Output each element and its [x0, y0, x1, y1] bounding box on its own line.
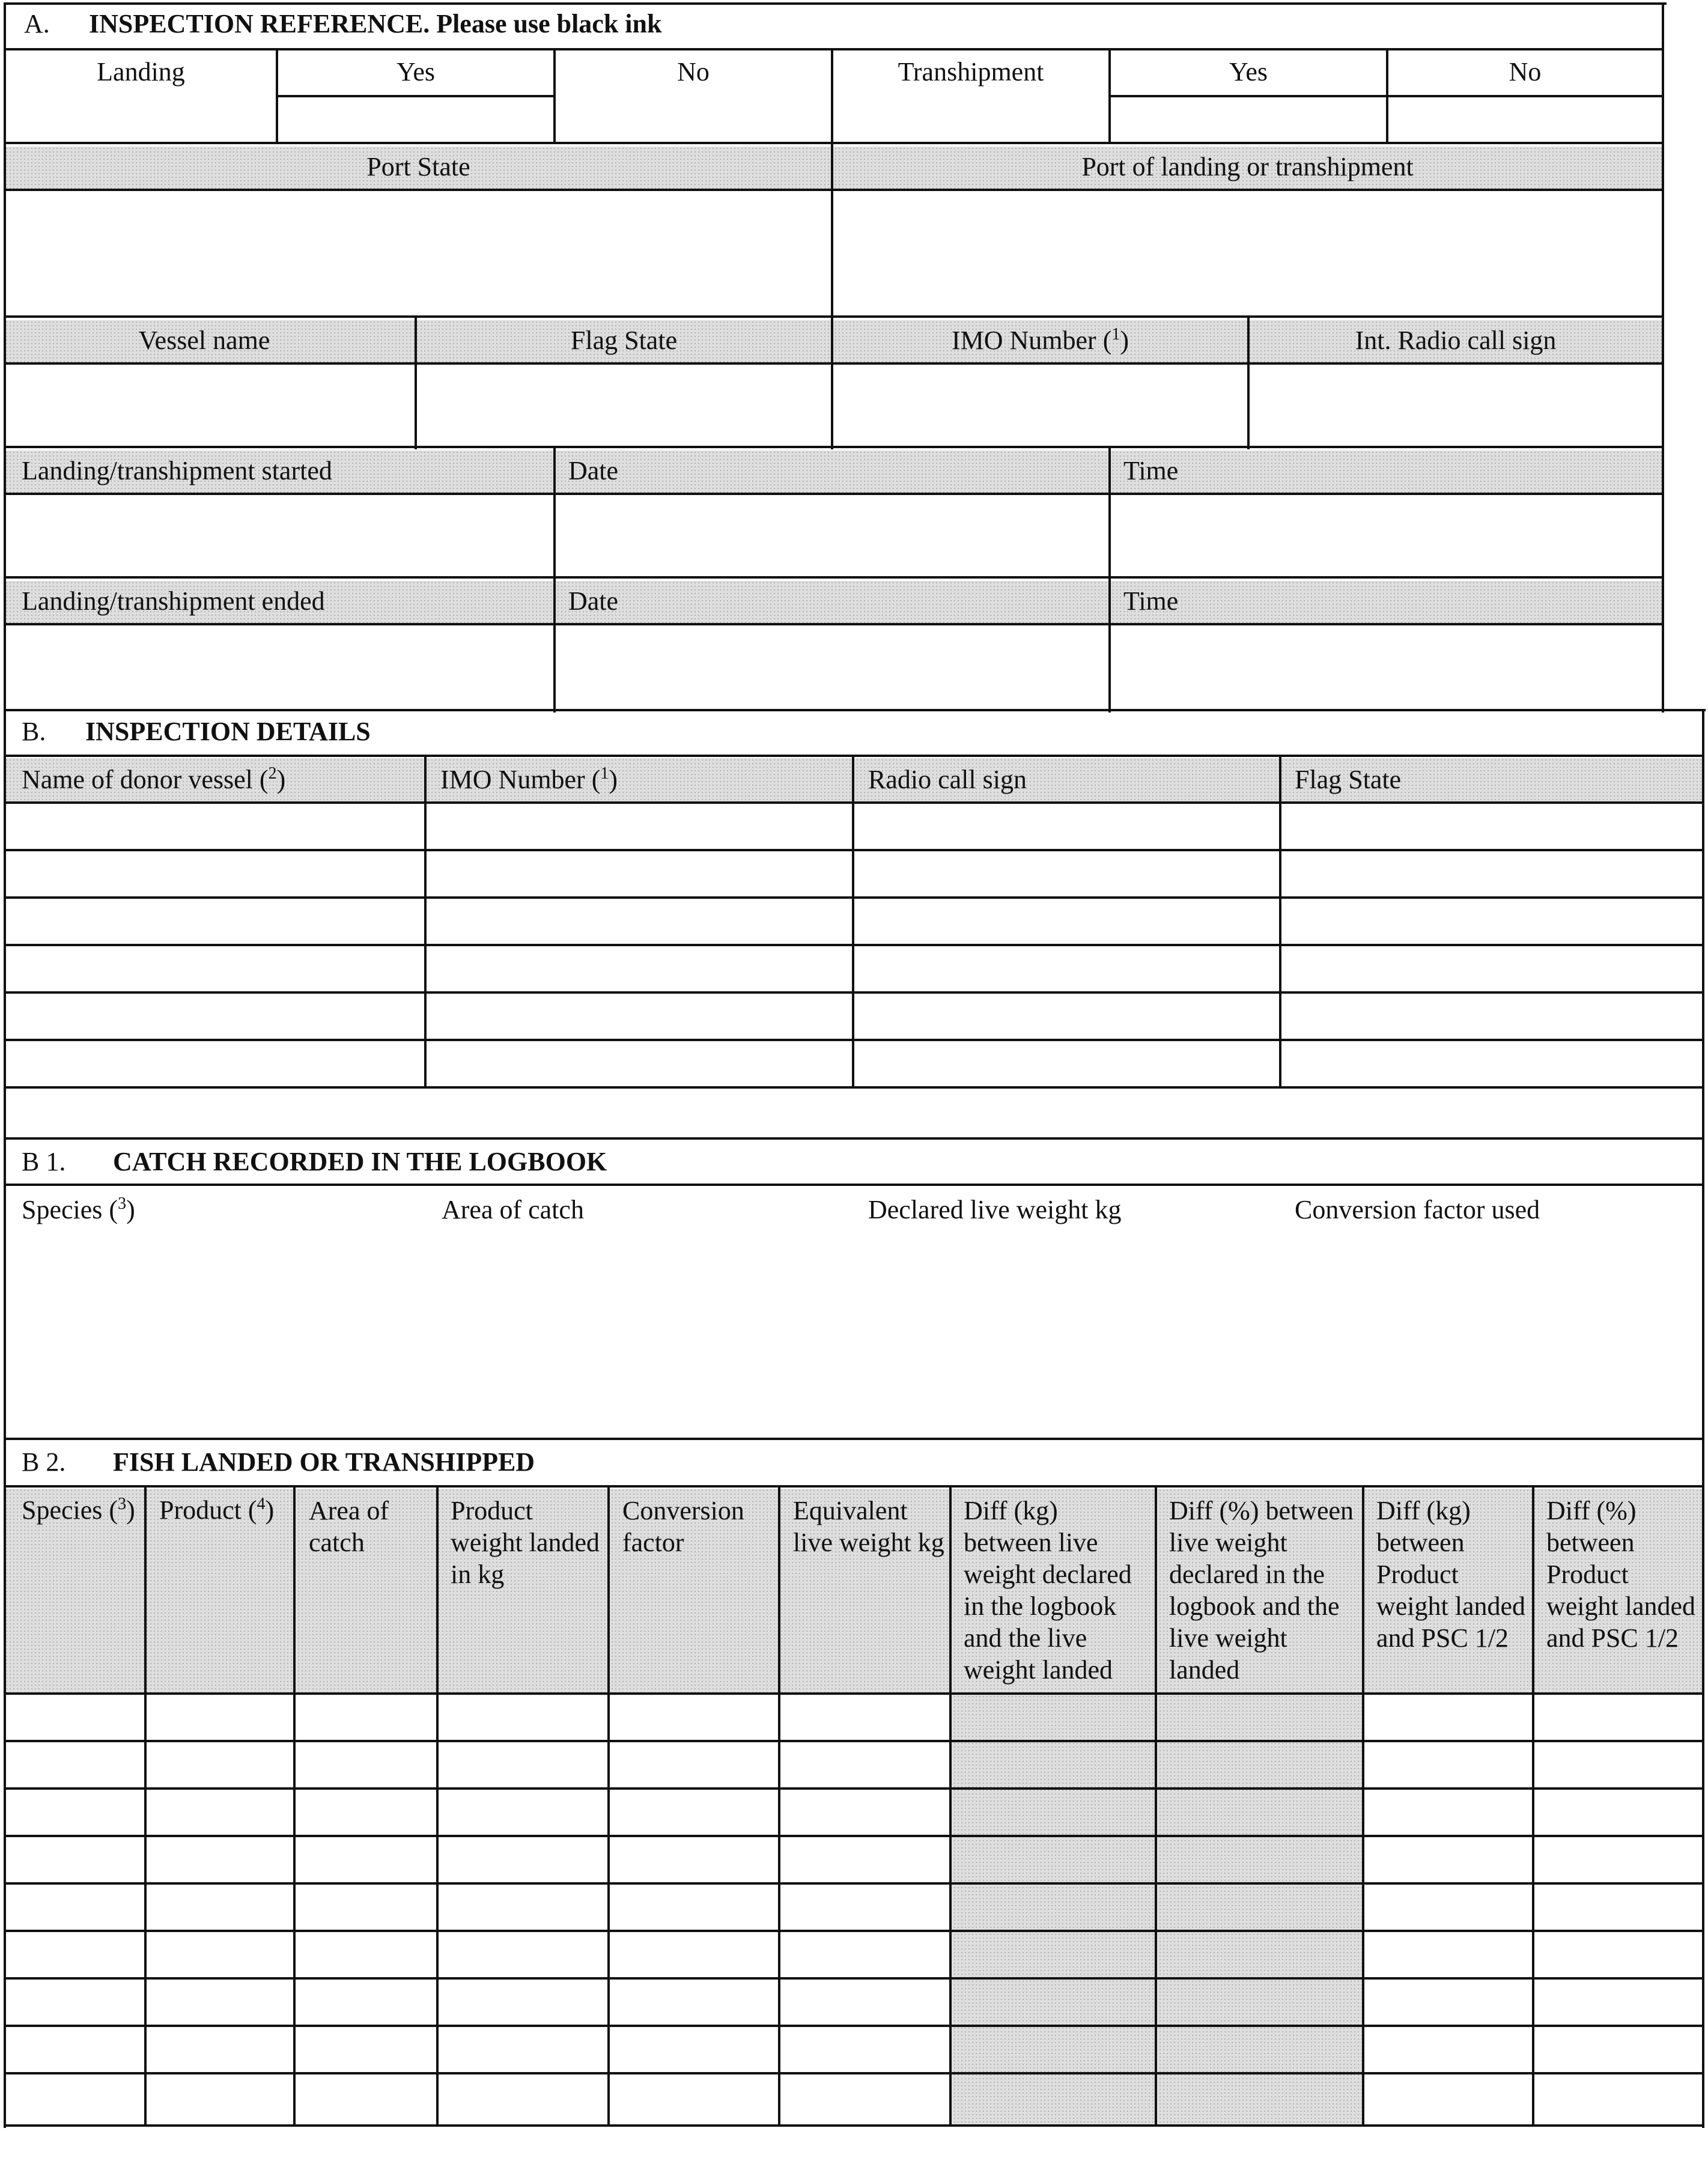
b1-catch-area[interactable]	[6, 1232, 1702, 1438]
started-field[interactable]	[6, 495, 553, 576]
b2-diff-pct-live-label: Diff (%) between live weight declared in the logbook and the live weight landed	[1169, 1496, 1354, 1685]
b2-diff-kg-live-label: Diff (kg) between live weight declared in the logbook and the live weight landed	[964, 1496, 1132, 1685]
started-date-field[interactable]	[556, 495, 1108, 576]
int-radio-call-sign-field[interactable]	[1250, 365, 1662, 446]
ended-field[interactable]	[6, 625, 553, 709]
donor-flag-column[interactable]	[1281, 804, 1702, 1086]
b2-equivalent-column[interactable]	[780, 1695, 949, 2124]
vessel-name-label: Vessel name	[138, 326, 270, 355]
donor-flag-state-label: Flag State	[1295, 765, 1402, 794]
section-b2-number: B 2.	[22, 1447, 66, 1477]
port-state-field[interactable]	[6, 191, 831, 315]
b2-product-column[interactable]	[147, 1695, 293, 2124]
port-state-label: Port State	[366, 152, 470, 181]
b1-declared-label: Declared live weight kg	[868, 1195, 1122, 1224]
b2-equivalent-label: Equivalent live weight kg	[793, 1496, 944, 1557]
port-of-landing-label: Port of landing or transhipment	[1081, 152, 1414, 181]
ended-date-field[interactable]	[556, 625, 1108, 709]
section-b1-number: B 1.	[22, 1147, 66, 1176]
b1-species-label: Species ($^3$)	[22, 1194, 135, 1224]
started-time-field[interactable]	[1111, 495, 1662, 576]
donor-imo-number-label: IMO Number ($^1$)	[440, 764, 618, 794]
b2-area-label: Area of catch	[309, 1496, 389, 1557]
landing-label: Landing	[97, 57, 185, 87]
b1-area-label: Area of catch	[442, 1195, 584, 1224]
section-a-title: INSPECTION REFERENCE. Please use black ink	[89, 9, 662, 38]
landing-no-label: No	[677, 57, 710, 87]
donor-radio-column[interactable]	[854, 804, 1279, 1086]
b2-diff-pct-product-label: Diff (%) between Product weight landed and PSC 1/2	[1546, 1496, 1696, 1653]
b2-species-label: Species ($^3$)	[22, 1495, 135, 1525]
started-label: Landing/transhipment started	[22, 456, 332, 485]
vessel-name-field[interactable]	[6, 365, 415, 446]
landing-no-field[interactable]	[556, 97, 831, 142]
transhipment-yes-field[interactable]	[1111, 97, 1386, 142]
b2-product-weight-label: Product weight landed in kg	[451, 1496, 600, 1589]
section-b-title: INSPECTION DETAILS	[85, 717, 371, 746]
donor-vessel-column[interactable]	[6, 804, 424, 1086]
flag-state-label: Flag State	[570, 326, 678, 355]
int-radio-call-sign-label: Int. Radio call sign	[1355, 326, 1557, 355]
started-date-label: Date	[568, 456, 619, 485]
b2-diff-pct-product-column[interactable]	[1534, 1695, 1702, 2124]
donor-radio-call-sign-label: Radio call sign	[868, 765, 1027, 794]
b2-diff-kg-product-label: Diff (kg) between Product weight landed and PSC 1/2	[1376, 1496, 1526, 1653]
b2-product-label: Product ($^4$)	[159, 1495, 275, 1525]
b2-species-column[interactable]	[6, 1695, 144, 2124]
transhipment-label: Transhipment	[898, 57, 1044, 87]
started-time-label: Time	[1123, 456, 1179, 485]
flag-state-field[interactable]	[417, 365, 831, 446]
section-b1-title: CATCH RECORDED IN THE LOGBOOK	[113, 1147, 607, 1176]
imo-number-field[interactable]	[833, 365, 1247, 446]
section-a-letter: A.	[24, 9, 50, 38]
ended-time-field[interactable]	[1111, 625, 1662, 709]
section-b2-title: FISH LANDED OR TRANSHIPPED	[113, 1447, 535, 1477]
b2-conversion-column[interactable]	[610, 1695, 778, 2124]
port-of-landing-field[interactable]	[833, 191, 1662, 315]
imo-number-label: IMO Number ($^1$)	[951, 325, 1129, 355]
b2-product-weight-column[interactable]	[439, 1695, 607, 2124]
transhipment-yes-label: Yes	[1229, 57, 1268, 87]
b2-conversion-label: Conversion factor	[622, 1496, 744, 1557]
donor-vessel-label: Name of donor vessel ($^2$)	[22, 764, 286, 794]
b2-area-column[interactable]	[296, 1695, 436, 2124]
transhipment-no-field[interactable]	[1388, 97, 1662, 142]
section-b-letter: B.	[22, 717, 46, 746]
ended-date-label: Date	[568, 586, 619, 616]
landing-yes-label: Yes	[396, 57, 436, 87]
ended-label: Landing/transhipment ended	[22, 586, 325, 616]
landing-yes-field[interactable]	[278, 97, 553, 142]
b1-conversion-label: Conversion factor used	[1295, 1195, 1540, 1224]
donor-imo-column[interactable]	[427, 804, 852, 1086]
transhipment-no-label: No	[1509, 57, 1542, 87]
ended-time-label: Time	[1123, 586, 1179, 616]
